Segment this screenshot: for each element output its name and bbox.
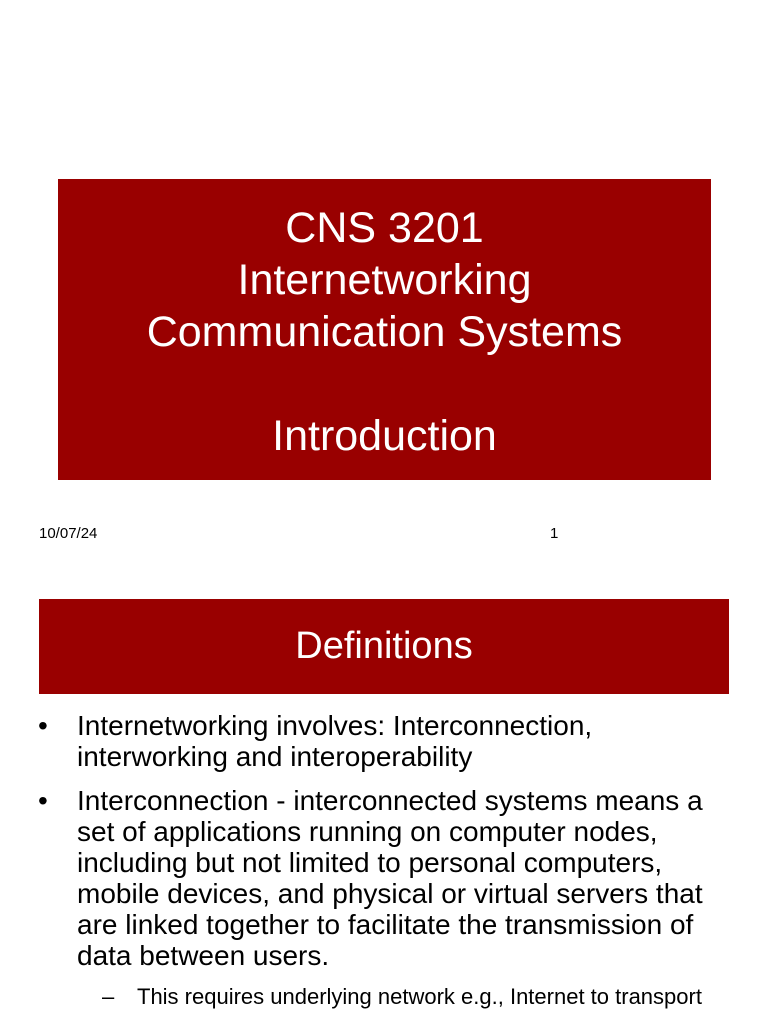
sub-bullet-item — [0, 984, 768, 1010]
slide-page-number: 1 — [550, 525, 559, 542]
sub-bullet-dash-icon: – — [102, 984, 115, 1009]
definitions-heading: Definitions — [39, 599, 729, 694]
bullet-text: Interconnection - interconnected systems means a set of applications running on computer nodes, including but not limited to personal computers, mobile devices, and physical or virtual servers that are linked together to facilitate the transmission of data between users. — [77, 785, 703, 971]
bullet-text: Internetworking involves: Interconnection, interworking and interoperability — [77, 710, 593, 772]
title-banner — [58, 179, 711, 480]
title-spacer — [58, 358, 711, 410]
course-title-line-2: Communication Systems — [146, 308, 623, 356]
bullet-dot-icon: • — [38, 785, 48, 816]
bullet-dot-icon: • — [38, 710, 48, 741]
definitions-bullet-list — [0, 710, 768, 1010]
course-title-line-1: Internetworking — [237, 256, 532, 304]
sub-bullet-text: This requires underlying network e.g., Internet to transport — [137, 984, 702, 1009]
slide-date: 10/07/24 — [39, 525, 98, 542]
bullet-item — [0, 785, 768, 971]
slide-subtitle: Introduction — [272, 412, 497, 460]
course-code: CNS 3201 — [285, 204, 484, 252]
bullet-item — [0, 710, 768, 772]
